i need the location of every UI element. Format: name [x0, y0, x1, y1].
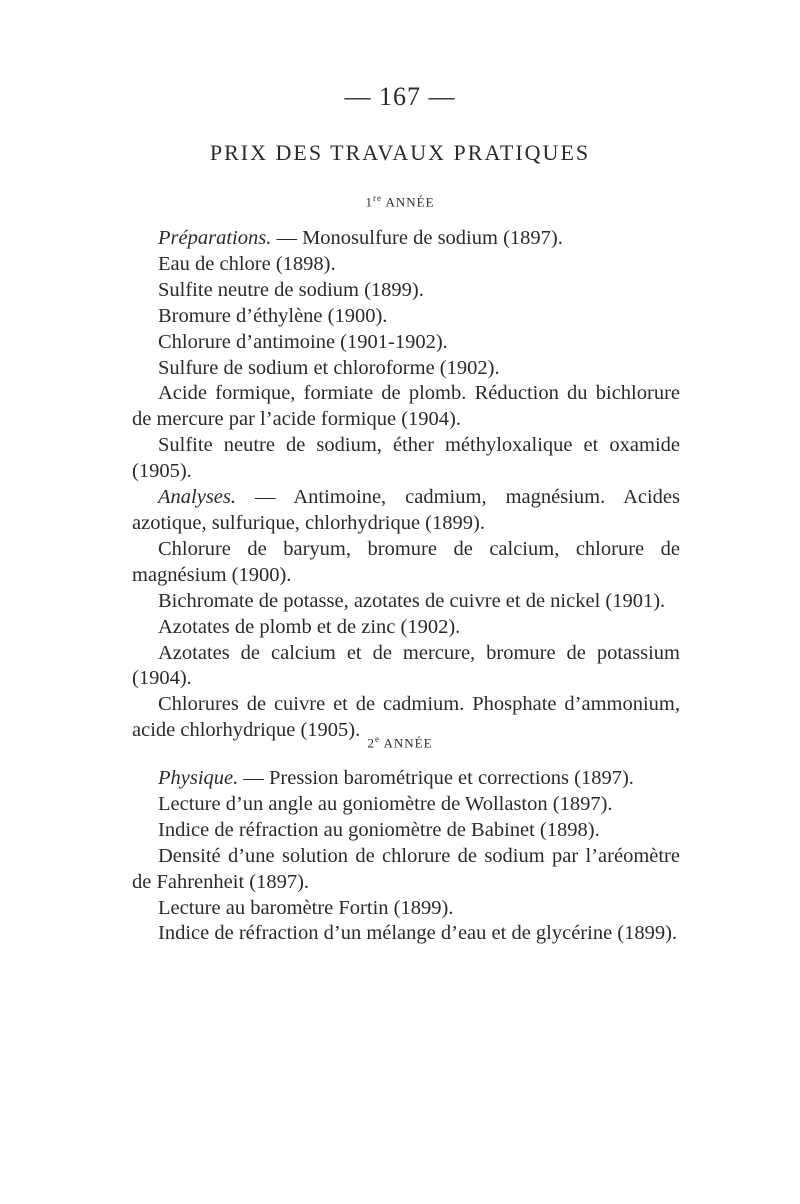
paragraph: [132, 433, 680, 485]
paragraph-text: Densité d’une solution de chlorure de sodium par l’aréomètre de Fahrenheit (1897).: [132, 844, 680, 893]
paragraph-text: — Antimoine, cadmium, magnésium. Acides azotique, sulfurique, chlorhydrique (1899).: [132, 486, 680, 534]
section-second-year-body: [132, 766, 680, 947]
paragraph: [132, 330, 680, 356]
paragraph-text: Eau de chlore (1898).: [158, 252, 336, 275]
paragraph: [132, 818, 680, 844]
paragraph-text: Indice de réfraction d’un mélange d’eau et de glycérine (1899).: [158, 922, 678, 945]
paragraph: [132, 252, 680, 278]
section-first-year-body: [132, 226, 680, 744]
paragraph-text: Chlorure d’antimoine (1901-1902).: [158, 330, 448, 353]
section-heading-label: ANNÉE: [383, 735, 433, 751]
paragraph-text: Lecture au baromètre Fortin (1899).: [158, 896, 454, 919]
paragraph: [132, 278, 680, 304]
paragraph-text: Azotates de plomb et de zinc (1902).: [158, 615, 461, 638]
page-number: — 167 —: [344, 82, 456, 111]
section-heading-superscript: e: [374, 734, 380, 744]
paragraph-lead: Préparations.: [158, 227, 272, 249]
paragraph-text: Sulfite neutre de sodium (1899).: [158, 278, 424, 301]
paragraph-text: Acide formique, formiate de plomb. Réduction du bichlorure de mercure par l’acide formique (1904).: [132, 382, 680, 431]
section-heading-number: 2: [367, 735, 375, 751]
paragraph-text: Lecture d’un angle au goniomètre de Wollaston (1897).: [158, 792, 613, 815]
paragraph-text: Bichromate de potasse, azotates de cuivre et de nickel (1901).: [158, 589, 666, 612]
paragraph-lead: Analyses.: [158, 486, 236, 509]
paragraph: [132, 921, 680, 947]
paragraph: [132, 304, 680, 330]
paragraph: [132, 381, 680, 433]
paragraph-text: — Pression barométrique et corrections (1897).: [238, 767, 634, 789]
paragraph-text: Indice de réfraction au goniomètre de Babinet (1898).: [158, 818, 600, 841]
section-heading-label: ANNÉE: [385, 194, 435, 210]
paragraph: [132, 589, 680, 615]
paragraph: [132, 844, 680, 896]
paragraph-lead: Physique.: [158, 767, 239, 789]
section-heading-number: 1: [365, 194, 373, 210]
paragraph-text: Sulfure de sodium et chloroforme (1902).: [158, 356, 500, 379]
paragraph: [132, 226, 680, 252]
paragraph: [132, 485, 680, 537]
paragraph: [132, 766, 680, 792]
section-heading-second-year: [0, 734, 800, 751]
paragraph: [132, 641, 680, 693]
paragraph-text: Bromure d’éthylène (1900).: [158, 304, 388, 327]
paragraph-text: — Monosulfure de sodium (1897).: [271, 227, 563, 249]
paragraph: [132, 792, 680, 818]
paragraph-text: Sulfite neutre de sodium, éther méthyloxalique et oxamide (1905).: [132, 434, 680, 483]
paragraph-text: Chlorures de cuivre et de cadmium. Phosphate d’ammonium, acide chlorhydrique (1905).: [132, 693, 680, 742]
paragraph: [132, 615, 680, 641]
page-title: PRIX DES TRAVAUX PRATIQUES: [209, 140, 591, 165]
section-heading-first-year: [0, 193, 800, 210]
section-heading-superscript: re: [372, 193, 382, 203]
paragraph-text: Chlorure de baryum, bromure de calcium, chlorure de magnésium (1900).: [132, 537, 680, 586]
paragraph: [132, 896, 680, 922]
paragraph: [132, 356, 680, 382]
paragraph: [132, 537, 680, 589]
paragraph-text: Azotates de calcium et de mercure, bromure de potassium (1904).: [132, 641, 680, 690]
